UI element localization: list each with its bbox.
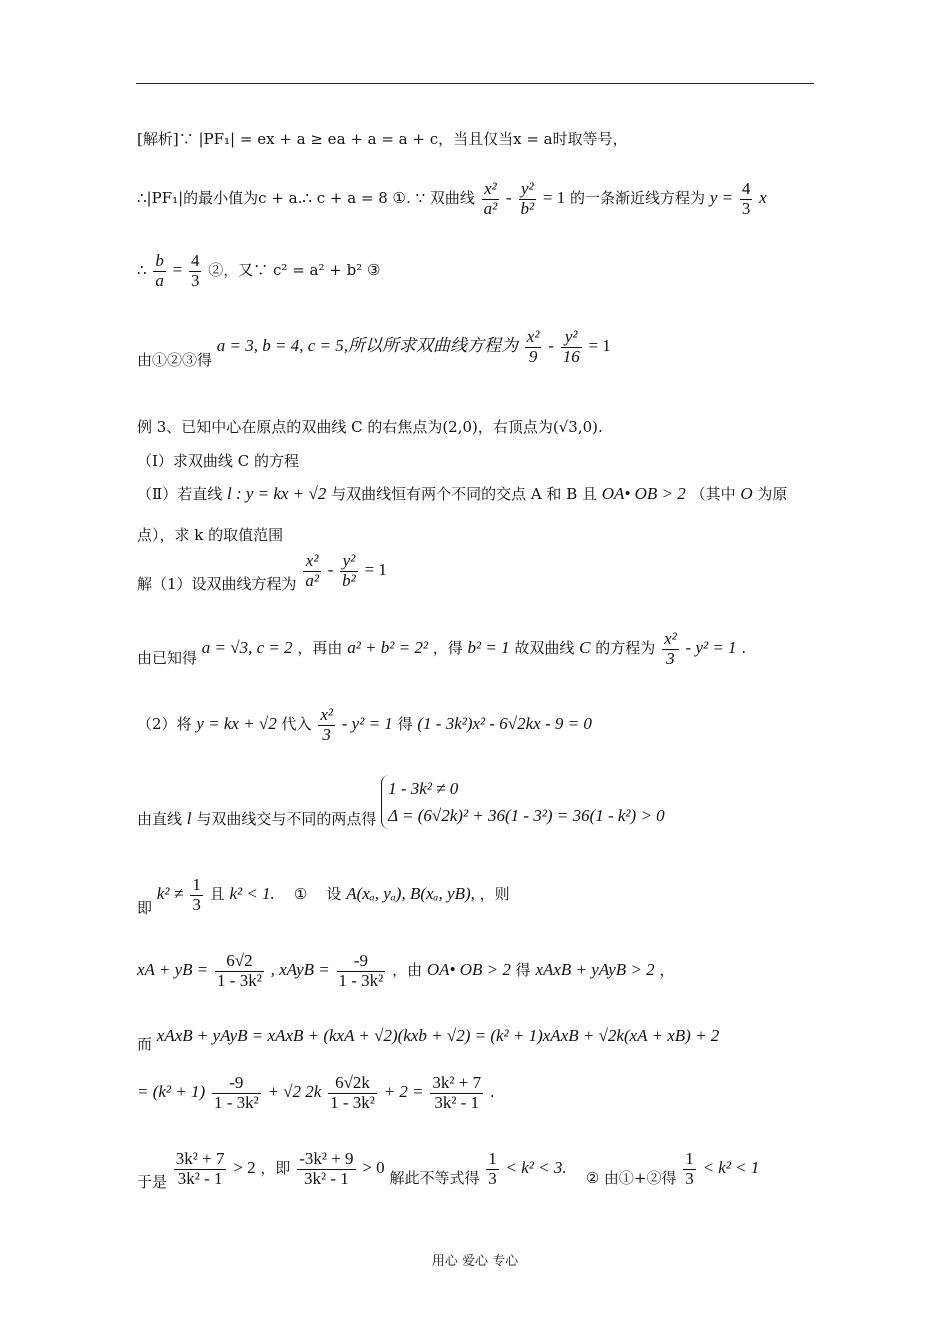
sym: x bbox=[759, 188, 767, 208]
text: 为原 bbox=[757, 485, 788, 503]
system-row-2: Δ = (6√2k)² + 36(1 - 3²) = 36(1 - k²) > 0 bbox=[388, 806, 665, 826]
fraction-1-3c: $\frac{1}{3}$ bbox=[685, 1149, 694, 1188]
text: 故双曲线 bbox=[514, 639, 575, 658]
fraction-x2a2: $\frac{\text{x²}}{\text{a²}}$ bbox=[483, 179, 498, 218]
text: ，得 bbox=[432, 639, 463, 658]
text: 代入 bbox=[281, 715, 312, 734]
text: 与双曲线交与不同的两点得 bbox=[196, 810, 377, 829]
discriminant-line bbox=[137, 775, 665, 829]
simplify-line bbox=[137, 1074, 495, 1112]
fraction-b-a: $\frac{b}{a}$ bbox=[155, 251, 164, 290]
math: - y² = 1 bbox=[685, 638, 737, 658]
text: ∴|PF₁|的最小值为c + a.∴ c + a = 8 ①. bbox=[137, 189, 411, 208]
text: ① bbox=[293, 885, 308, 904]
text: 与双曲线恒有两个不同的交点 A 和 B 且 bbox=[331, 485, 597, 503]
math: xA + yB = bbox=[137, 960, 209, 980]
text: （Ⅱ）若直线 bbox=[137, 485, 223, 503]
text: 由直线 bbox=[137, 810, 183, 829]
sym: = 1 bbox=[588, 336, 611, 356]
text: 例 3、已知中心在原点的双曲线 C 的右焦点为(2,0)，右顶点为(√3,0). bbox=[137, 418, 603, 436]
sym: . bbox=[489, 1083, 495, 1102]
sym: y = bbox=[709, 188, 734, 208]
fraction-x2a2-b: $\frac{\text{x²}}{\text{a²}}$ bbox=[305, 551, 319, 590]
text: 解（1）设双曲线方程为 bbox=[137, 575, 297, 594]
math: l bbox=[186, 809, 192, 829]
math: OA• OB > 2 bbox=[426, 960, 511, 980]
fraction-sum: $\frac{6√2}{\text{1 - 3k²}}$ bbox=[217, 951, 262, 990]
text: ，再由 bbox=[297, 639, 343, 658]
sym: = 1 bbox=[364, 560, 387, 580]
analysis-line-2 bbox=[137, 180, 767, 218]
fraction-x2-9: $\frac{\text{x²}}{9}$ bbox=[526, 327, 540, 366]
math: + √2 2k bbox=[267, 1082, 322, 1102]
math: a = √3, c = 2 bbox=[201, 638, 293, 658]
analysis-line-4 bbox=[137, 327, 611, 370]
question-2 bbox=[137, 484, 787, 504]
conclusion-line bbox=[137, 1149, 760, 1192]
text: ② 由①+②得 bbox=[585, 1169, 677, 1188]
text: 得 bbox=[397, 715, 413, 734]
math: < k² < 1 bbox=[702, 1158, 760, 1178]
math: O bbox=[740, 484, 753, 503]
text: ，则 bbox=[479, 885, 510, 904]
fraction-y2b2: $\frac{\text{y²}}{\text{b²}}$ bbox=[520, 179, 535, 218]
text: 的一条渐近线方程为 bbox=[570, 189, 706, 208]
sym: - bbox=[506, 188, 512, 208]
math: > 2 bbox=[233, 1158, 256, 1178]
text: ，由 bbox=[392, 961, 423, 980]
text: 于是 bbox=[137, 1173, 168, 1192]
example-3-title bbox=[137, 418, 603, 436]
fraction-m9: $\frac{-9}{\text{1 - 3k²}}$ bbox=[213, 1073, 259, 1112]
text: 即 bbox=[137, 899, 153, 918]
text: 解此不等式得 bbox=[389, 1169, 480, 1188]
fraction-x2-3b: $\frac{\text{x²}}{3}$ bbox=[320, 705, 333, 744]
text: [解析]∵ |PF₁| = ex + a ≥ ea + a = a + c，当且仅当x = a时取等号， bbox=[137, 130, 628, 148]
math: , xAyB = bbox=[270, 960, 330, 980]
fraction-y2-16: $\frac{\text{y²}}{16}$ bbox=[562, 327, 580, 366]
text: 得 bbox=[515, 961, 531, 980]
text: （其中 bbox=[690, 485, 736, 503]
system-brace bbox=[381, 775, 665, 829]
fraction-1-3: $\frac{1}{3}$ bbox=[192, 875, 201, 914]
sym: ∴ bbox=[137, 261, 147, 280]
analysis-line-3 bbox=[137, 252, 380, 290]
text: 且 bbox=[209, 885, 225, 904]
text: ，即 bbox=[260, 1159, 291, 1178]
question-2-cont bbox=[137, 526, 283, 544]
text: 点），求 k 的取值范围 bbox=[137, 526, 284, 544]
math: xAxB + yAyB = xAxB + (kxA + √2)(kxb + √2) = (k² + 1)xAxB + √2k(xA + xB) + 2 bbox=[156, 1026, 720, 1045]
fraction-4-3: $\frac{4}{3}$ bbox=[741, 179, 751, 218]
sym: = 1 bbox=[542, 188, 566, 208]
math: A(xₐ, yₐ), B(xₐ, yB), bbox=[346, 884, 475, 904]
text: （Ⅰ）求双曲线 C 的方程 bbox=[137, 452, 299, 470]
solution-2 bbox=[137, 706, 592, 744]
system-row-1: 1 - 3k² ≠ 0 bbox=[388, 779, 459, 798]
header-rule bbox=[136, 83, 814, 84]
text: a = 3, b = 4, c = 5,所以所求双曲线方程为 bbox=[216, 336, 519, 356]
math: C bbox=[579, 638, 591, 658]
fraction-x2-3: $\frac{\text{x²}}{3}$ bbox=[664, 629, 677, 668]
math: - y² = 1 bbox=[341, 714, 393, 734]
question-1 bbox=[137, 452, 299, 470]
text: 由①②③得 bbox=[137, 351, 213, 370]
math: = (k² + 1) bbox=[137, 1082, 206, 1102]
math: > 0 bbox=[362, 1158, 385, 1178]
sym: ≠ bbox=[174, 884, 184, 904]
text: ②，又∵ c² = a² + b² ③ bbox=[208, 261, 381, 280]
text: 的方程为 bbox=[595, 639, 656, 658]
page-footer: 用心 爱心 专心 bbox=[431, 1254, 519, 1269]
solution-1 bbox=[137, 551, 387, 594]
math: y = kx + √2 bbox=[196, 714, 277, 734]
math: a² + b² = 2² bbox=[347, 638, 428, 658]
k-condition-line bbox=[137, 875, 510, 918]
text: ∵ 双曲线 bbox=[415, 189, 475, 208]
sym: = bbox=[172, 260, 183, 280]
text: 而 bbox=[137, 1035, 153, 1053]
sym: . bbox=[741, 639, 747, 658]
math: + 2 = bbox=[383, 1082, 424, 1102]
math: k² < 1. bbox=[229, 884, 275, 904]
text: ， bbox=[659, 961, 675, 980]
fraction-neg: $\frac{\text{-3k² + 9}}{\text{3k² - 1}}$ bbox=[299, 1149, 354, 1188]
fraction-res2: $\frac{\text{3k² + 7}}{\text{3k² - 1}}$ bbox=[175, 1149, 225, 1188]
fraction-k: $\frac{6√2k}{\text{1 - 3k²}}$ bbox=[330, 1073, 375, 1112]
math: k² bbox=[156, 884, 170, 904]
math: b² = 1 bbox=[467, 638, 510, 658]
text: 设 bbox=[326, 885, 342, 904]
fraction-prod: $\frac{-9}{\text{1 - 3k²}}$ bbox=[338, 951, 384, 990]
solution-1-cont bbox=[137, 630, 746, 668]
sym: - bbox=[548, 336, 554, 356]
math: (1 - 3k²)x² - 6√2kx - 9 = 0 bbox=[417, 714, 592, 734]
text: 由已知得 bbox=[137, 649, 198, 668]
analysis-line-1 bbox=[137, 130, 628, 148]
fraction-1-3b: $\frac{1}{3}$ bbox=[488, 1149, 497, 1188]
math: OA• OB > 2 bbox=[601, 484, 686, 503]
math: l : y = kx + √2 bbox=[226, 484, 327, 503]
math: xAxB + yAyB > 2 bbox=[535, 960, 655, 980]
vieta-line bbox=[137, 952, 674, 990]
fraction-y2b2-b: $\frac{\text{y²}}{\text{b²}}$ bbox=[342, 551, 356, 590]
fraction-res: $\frac{\text{3k² + 7}}{\text{3k² - 1}}$ bbox=[432, 1073, 482, 1112]
fraction-4-3b: $\frac{4}{3}$ bbox=[190, 251, 200, 290]
sym: - bbox=[327, 560, 334, 580]
text: （2）将 bbox=[137, 715, 192, 734]
expansion-line bbox=[137, 1026, 720, 1053]
math: < k² < 3. bbox=[505, 1158, 567, 1178]
